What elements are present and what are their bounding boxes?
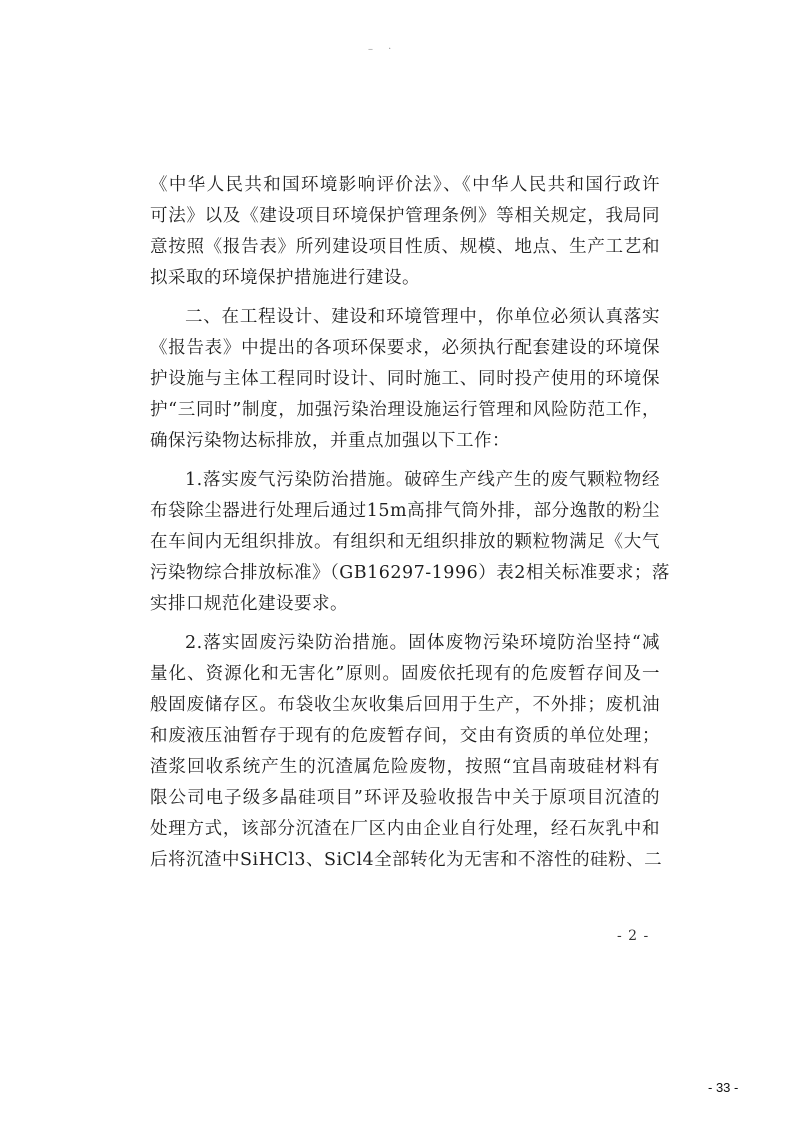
text-line: 般固废储存区。布袋收尘灰收集后回用于生产，不外排；废机油 [150, 695, 660, 715]
scan-mark [368, 48, 398, 52]
text-line: 1.落实废气污染防治措施。破碎生产线产生的废气颗粒物经 [185, 470, 660, 490]
text-line: 处理方式，该部分沉渣在厂区内由企业自行处理，经石灰乳中和 [150, 819, 660, 839]
text-line: 和废液压油暂存于现有的危废暂存间，交由有资质的单位处理； [150, 726, 660, 746]
text-line: 后将沉渣中SiHCl3、SiCl4全部转化为无害和不溶性的硅粉、二 [150, 850, 663, 870]
text-line: 护设施与主体工程同时设计、同时施工、同时投产使用的环境保 [150, 369, 660, 389]
text-line: 限公司电子级多晶硅项目”环评及验收报告中关于原项目沉渣的 [150, 788, 660, 808]
text-line: 2.落实固废污染防治措施。固体废物污染环境防治坚持“减 [185, 633, 660, 653]
inner-page-number: - 2 - [617, 928, 650, 944]
outer-page-number: - 33 - [708, 1080, 739, 1095]
text-line: 意按照《报告表》所列建设项目性质、规模、地点、生产工艺和 [150, 237, 660, 257]
text-line: 确保污染物达标排放，并重点加强以下工作： [150, 431, 510, 451]
text-line: 二、在工程设计、建设和环境管理中，你单位必须认真落实 [185, 307, 660, 327]
text-line: 《中华人民共和国环境影响评价法》、《中华人民共和国行政许 [150, 175, 660, 195]
text-line: 拟采取的环境保护措施进行建设。 [150, 268, 420, 288]
text-line: 在车间内无组织排放。有组织和无组织排放的颗粒物满足《大气 [150, 532, 660, 552]
text-line: 污染物综合排放标准》（GB16297-1996）表2相关标准要求；落 [150, 563, 670, 583]
text-line: 《报告表》中提出的各项环保要求，必须执行配套建设的环境保 [150, 338, 660, 358]
document-body [150, 170, 670, 876]
text-line: 可法》以及《建设项目环境保护管理条例》等相关规定，我局同 [150, 206, 660, 226]
text-line: 布袋除尘器进行处理后通过15m高排气筒外排，部分逸散的粉尘 [150, 501, 660, 521]
text-line: 实排口规范化建设要求。 [150, 594, 348, 614]
text-line: 护“三同时”制度，加强污染治理设施运行管理和风险防范工作， [150, 400, 660, 420]
text-line: 渣浆回收系统产生的沉渣属危险废物，按照“宜昌南玻硅材料有 [150, 757, 660, 777]
text-line: 量化、资源化和无害化”原则。固废依托现有的危废暂存间及一 [150, 664, 660, 684]
